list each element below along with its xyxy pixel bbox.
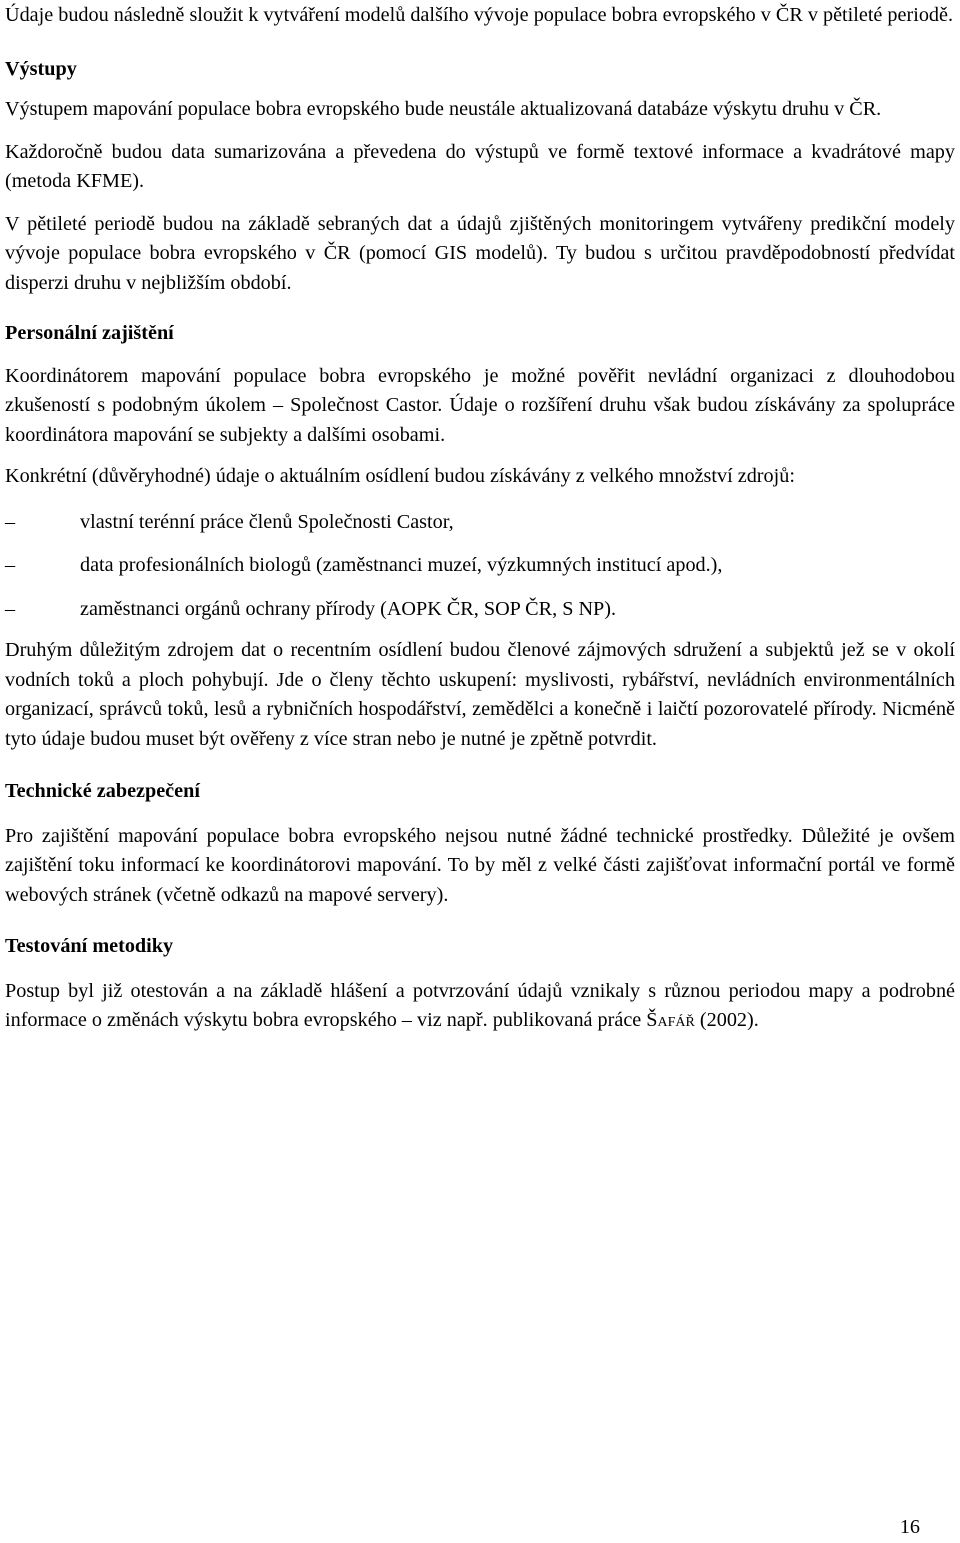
heading-technicke: Technické zabezpečení	[5, 780, 200, 802]
dash-bullet: –	[5, 597, 16, 620]
personalni-paragraph-1: Koordinátorem mapování populace bobra evropského je možné pověřit nevládní organizaci z dlouhodobou zkušeností s podobným úkolem – Společnost Castor. Údaje o rozšíření druhu však budou získávány za spolupráce koordinátora mapování se subjekty a dalšími osobami.	[5, 364, 955, 446]
list-item	[5, 595, 955, 625]
vystupy-paragraph-1: Výstupem mapování populace bobra evropského bude neustále aktualizovaná databáze výskytu druhu v ČR.	[5, 98, 882, 120]
druhym-paragraph: Druhým důležitým zdrojem dat o recentním osídlení budou členové zájmových sdružení a subjektů jež se v okolí vodních toků a ploch pohybují. Jde o členy těchto uskupení: myslivosti, rybářství, nevládních environmentálních organizací, správců toků, lesů a rybničních hospodářství, zemědělci a konečně i laičtí pozorovatelé přírody. Nicméně tyto údaje budou muset být ověřeny z více stran nebo je nutné je zpětně potvrdit.	[5, 639, 955, 750]
dash-bullet: –	[5, 554, 16, 576]
intro-paragraph: Údaje budou následně sloužit k vytváření modelů dalšího vývoje populace bobra evropského v ČR v pětileté periodě.	[5, 4, 954, 26]
heading-testovani: Testování metodiky	[5, 935, 174, 957]
sources-list	[5, 508, 955, 625]
document-page	[5, 0, 955, 1036]
page-number: 16	[899, 1516, 920, 1538]
heading-personalni: Personální zajištění	[5, 322, 174, 344]
dash-bullet: –	[5, 510, 16, 533]
heading-vystupy: Výstupy	[5, 57, 77, 80]
list-item-text: data profesionálních biologů (zaměstnanci muzeí, výzkumných institucí apod.),	[80, 554, 723, 576]
vystupy-paragraph-3: V pětileté periodě budou na základě sebraných dat a údajů zjištěných monitoringem vytvářeny predikční modely vývoje populace bobra evropského v ČR (pomocí GIS modelů). Ty budou s určitou pravděpodobností předvídat disperzi druhu v nejbližším období.	[5, 212, 955, 294]
list-item	[5, 551, 955, 581]
citation-author: Šafář	[646, 1009, 695, 1031]
vystupy-paragraph-2: Každoročně budou data sumarizována a převedena do výstupů ve formě textové informace a kvadrátové mapy (metoda KFME).	[5, 140, 955, 192]
list-item	[5, 508, 955, 538]
technicke-paragraph: Pro zajištění mapování populace bobra evropského nejsou nutné žádné technické prostředky. Důležité je ovšem zajištění toku informací ke koordinátorovi mapování. To by měl z velké části zajišťovat informační portál ve formě webových stránek (včetně odkazů na mapové servery).	[5, 824, 955, 906]
personalni-paragraph-2: Konkrétní (důvěryhodné) údaje o aktuálním osídlení budou získávány z velkého množství zdrojů:	[5, 465, 795, 487]
list-item-text: vlastní terénní práce členů Společnosti Castor,	[80, 510, 454, 533]
testovani-paragraph	[5, 977, 955, 1036]
citation-year: (2002).	[694, 1009, 759, 1031]
testovani-text: Postup byl již otestován a na základě hlášení a potvrzování údajů vznikaly s různou periodou mapy a podrobné informace o změnách výskytu bobra evropského – viz např. publikovaná práce	[5, 979, 955, 1031]
list-item-text: zaměstnanci orgánů ochrany přírody (AOPK ČR, SOP ČR, S NP).	[80, 597, 617, 620]
